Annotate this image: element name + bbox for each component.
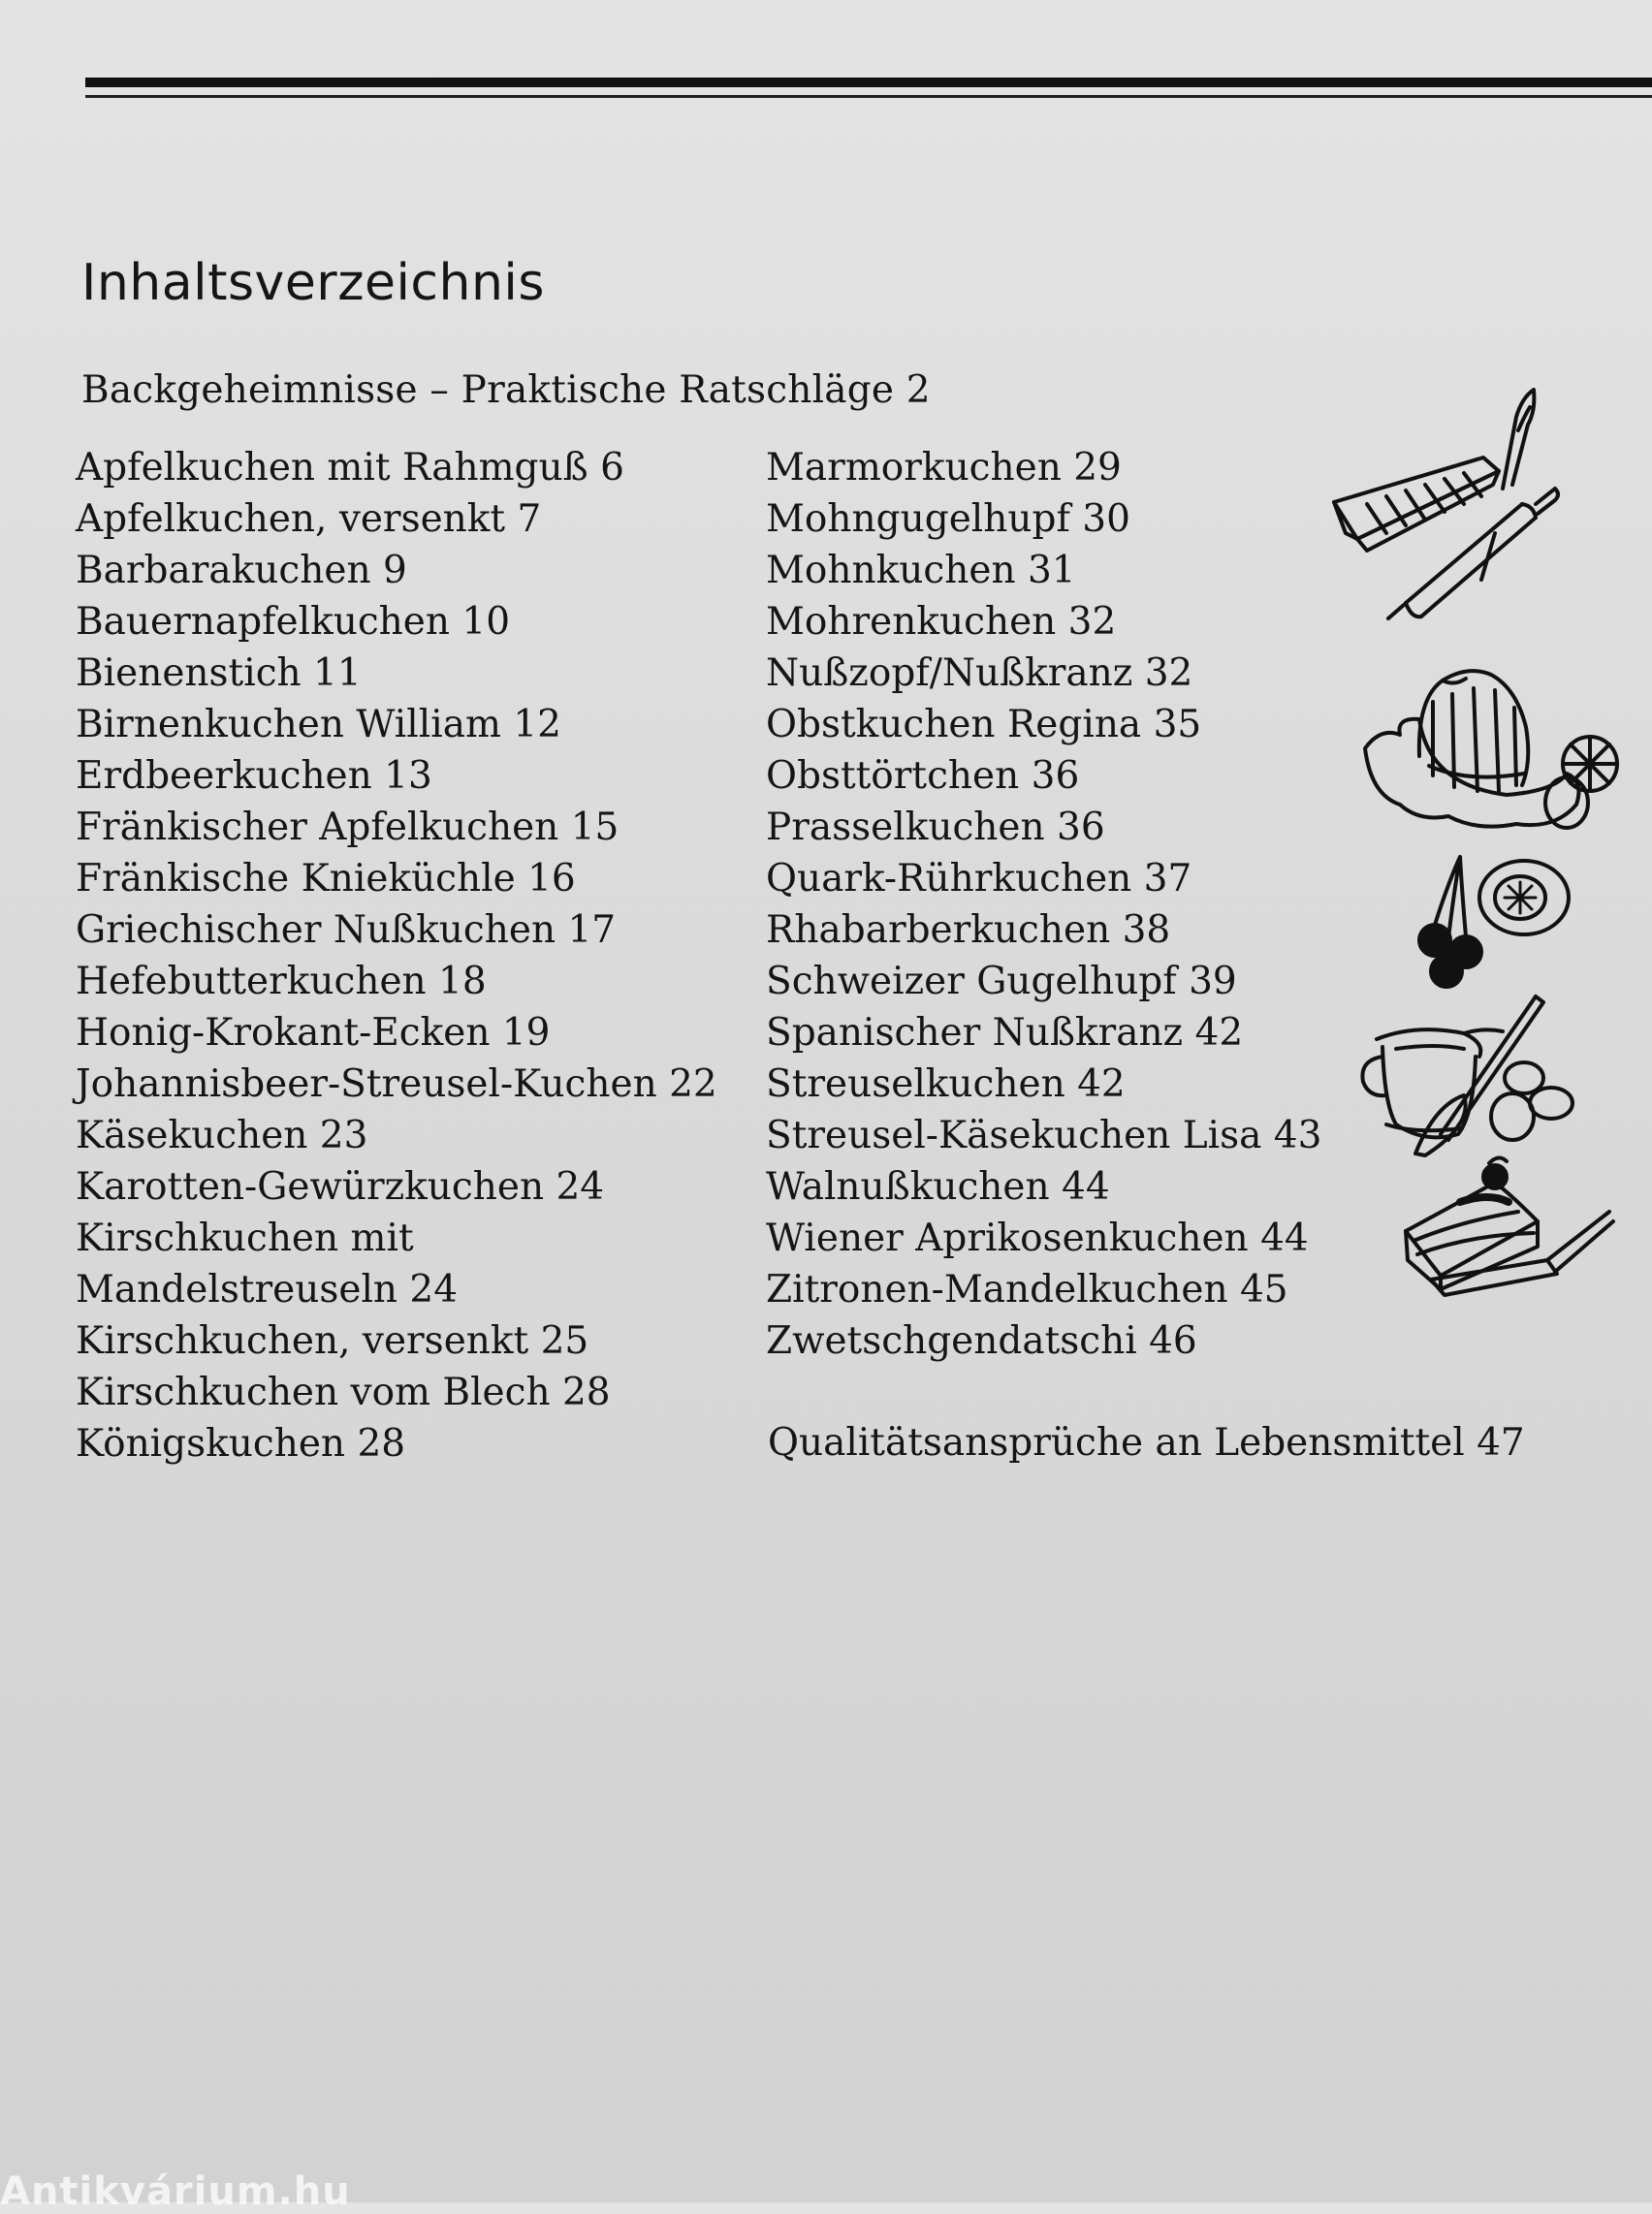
- toc-entry: Obstkuchen Regina 35: [766, 703, 1202, 746]
- top-rule-thick: [85, 78, 1652, 87]
- toc-entry: Marmorkuchen 29: [766, 446, 1122, 490]
- top-rule-thin: [85, 95, 1652, 98]
- toc-entry: Erdbeerkuchen 13: [76, 754, 432, 798]
- toc-entry: Apfelkuchen mit Rahmguß 6: [76, 446, 624, 490]
- gugelhupf-cake-icon: [1361, 659, 1623, 834]
- toc-entry: Bienenstich 11: [76, 651, 362, 695]
- toc-entry: Karotten-Gewürzkuchen 24: [76, 1165, 605, 1209]
- toc-entry: Zwetschgendatschi 46: [766, 1319, 1197, 1363]
- toc-entry: Spanischer Nußkranz 42: [766, 1011, 1244, 1055]
- toc-entry: Käsekuchen 23: [76, 1114, 368, 1157]
- toc-entry: Mohrenkuchen 32: [766, 600, 1117, 644]
- toc-entry: Rhabarberkuchen 38: [766, 908, 1171, 952]
- toc-entry: Prasselkuchen 36: [766, 806, 1105, 849]
- toc-entry: Walnußkuchen 44: [766, 1165, 1110, 1209]
- toc-entry: Bauernapfelkuchen 10: [76, 600, 511, 644]
- toc-entry: Fränkischer Apfelkuchen 15: [76, 806, 620, 849]
- cream-jug-whisk-eggs-icon: [1357, 989, 1590, 1163]
- toc-entry: Streusel-Käsekuchen Lisa 43: [766, 1114, 1322, 1157]
- baking-pan-rolling-pin-icon: [1328, 388, 1571, 620]
- toc-entry: Barbarakuchen 9: [76, 549, 407, 592]
- toc-entry: Kirschkuchen vom Blech 28: [76, 1371, 611, 1414]
- cake-slice-server-icon: [1402, 1154, 1615, 1299]
- toc-entry: Fränkische Knieküchle 16: [76, 857, 576, 901]
- toc-right-column: [766, 442, 1321, 1367]
- toc-footer-entry: Qualitätsansprüche an Lebensmittel 47: [768, 1421, 1525, 1465]
- toc-entry: Mohngugelhupf 30: [766, 497, 1130, 541]
- toc-entry: Honig-Krokant-Ecken 19: [76, 1011, 551, 1055]
- toc-entry: Quark-Rührkuchen 37: [766, 857, 1192, 901]
- toc-entry: Mohnkuchen 31: [766, 549, 1076, 592]
- toc-entry: Kirschkuchen, versenkt 25: [76, 1319, 589, 1363]
- intro-entry: Backgeheimnisse – Praktische Ratschläge 2: [81, 368, 931, 412]
- watermark: Antikvárium.hu: [0, 2169, 351, 2214]
- toc-entry: Hefebutterkuchen 18: [76, 960, 487, 1003]
- toc-entry: Griechischer Nußkuchen 17: [76, 908, 617, 952]
- toc-entry: Obsttörtchen 36: [766, 754, 1080, 798]
- toc-entry: Nußzopf/Nußkranz 32: [766, 651, 1193, 695]
- toc-entry: Birnenkuchen William 12: [76, 703, 561, 746]
- toc-entry: Zitronen-Mandelkuchen 45: [766, 1268, 1288, 1312]
- page-title: Inhaltsverzeichnis: [81, 254, 545, 312]
- toc-entry: Königskuchen 28: [76, 1422, 406, 1466]
- toc-entry: Schweizer Gugelhupf 39: [766, 960, 1237, 1003]
- toc-left-column: [76, 442, 717, 1470]
- toc-entry: Apfelkuchen, versenkt 7: [76, 497, 542, 541]
- toc-entry: Johannisbeer-Streusel-Kuchen 22: [76, 1062, 717, 1106]
- cherries-kiwi-icon: [1414, 853, 1578, 998]
- toc-entry: Wiener Aprikosenkuchen 44: [766, 1217, 1309, 1260]
- toc-entry: Mandelstreuseln 24: [76, 1268, 459, 1312]
- toc-entry: Kirschkuchen mit: [76, 1217, 414, 1260]
- toc-entry: Streuselkuchen 42: [766, 1062, 1126, 1106]
